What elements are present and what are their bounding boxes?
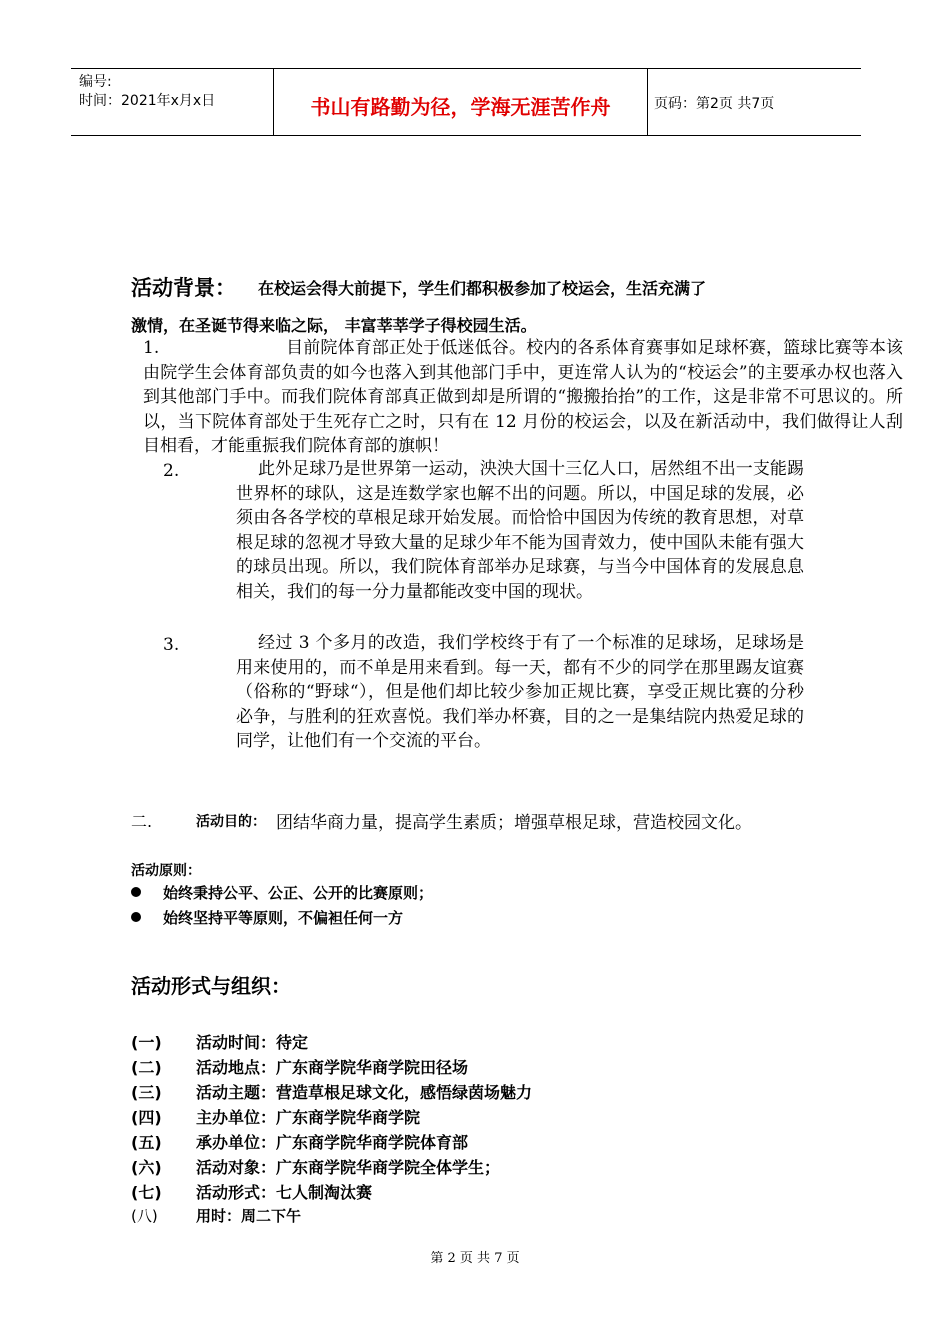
org-item-number: (五) [131, 1133, 162, 1152]
header-page-info: 页码：第2页 共7页 [654, 96, 775, 112]
goal-number: 二. [131, 812, 153, 831]
item-text: 目前院体育部正处于低迷低谷。校内的各系体育赛事如足球杯赛，篮球比赛等本该由院学生会体育部负责的如今也落入到其他部门手中，更连常人认为的“校运会”的主要承办权也落入到其他部门手中。而我们院体育部真正做到却是所谓的“搬搬抬抬”的工作，这是非常不可思议的。所以，当下院体育部处于生死存亡之时，只有在 12 月份的校运会，以及在新活动中，我们做得让人刮目相看，才能重振我们院体育部的旗帜！ [143, 338, 903, 456]
background-item-3-text: 经过 3 个多月的改造，我们学校终于有了一个标准的足球场，足球场是用来使用的，而不单是用来看到。每一天，都有不少的同学在那里踢友谊赛（俗称的“野球“），但是他们却比较少参加正规比赛，享受正规比赛的分秒必争，与胜利的狂欢喜悦。我们举办杯赛，目的之一是集结院内热爱足球的同学，让他们有一个交流的平台。 [236, 633, 804, 751]
organization-title: 活动形式与组织： [131, 974, 291, 998]
org-item-number: (六) [131, 1158, 162, 1177]
org-item-number: (一) [131, 1033, 162, 1052]
org-item-text: 活动对象：广东商学院华商学院全体学生； [196, 1158, 501, 1177]
org-item-text: 活动地点：广东商学院华商学院田径场 [196, 1058, 469, 1077]
org-item-number: (二) [131, 1058, 162, 1077]
header-date-line: 时间：2021年x月x日 [79, 93, 216, 109]
header-meta [79, 73, 273, 111]
org-item-text: 活动形式：七人制淘汰赛 [196, 1183, 373, 1202]
background-item-2-text: 此外足球乃是世界第一运动，泱泱大国十三亿人口，居然组不出一支能踢世界杯的球队，这是连数学家也解不出的问题。所以，中国足球的发展，必须由各各学校的草根足球开始发展。而恰恰中国因为传统的教育思想，对草根足球的忽视才导致大量的足球少年不能为国青效力，使中国队未能有强大的球员出现。所以，我们院体育部举办足球赛，与当今中国体育的发展息息相关，我们的每一分力量都能改变中国的现状。 [236, 459, 804, 602]
page-footer: 第 2 页 共 7 页 [430, 1251, 520, 1266]
item-number: 1. [143, 338, 160, 358]
background-title: 活动背景： [131, 276, 236, 300]
org-item-number: (八) [131, 1207, 158, 1225]
item-number: 3. [163, 635, 180, 655]
goal-label: 活动目的： [196, 814, 266, 830]
org-item-text: 活动时间：待定 [196, 1033, 309, 1052]
background-item-1 [143, 336, 903, 459]
principle-item: 始终坚持平等原则，不偏袒任何一方 [163, 909, 404, 927]
header-divider [647, 69, 648, 135]
org-item-number: (四) [131, 1108, 162, 1127]
principles-title: 活动原则： [131, 863, 201, 879]
org-item-text: 活动主题：营造草根足球文化，感悟绿茵场魅力 [196, 1083, 533, 1102]
header-motto: 书山有路勤为径，学海无涯苦作舟 [310, 95, 611, 119]
page-header [71, 68, 861, 136]
background-lead: 在校运会得大前提下，学生们都积极参加了校运会，生活充满了 [258, 279, 707, 298]
item-number: 2. [163, 461, 180, 481]
org-item-number: (七) [131, 1183, 162, 1202]
bullet-icon [131, 912, 141, 922]
org-item-text: 承办单位：广东商学院华商学院体育部 [196, 1133, 469, 1152]
org-item-text: 用时：周二下午 [196, 1207, 302, 1225]
bullet-icon [131, 887, 141, 897]
org-item-text: 主办单位：广东商学院华商学院 [196, 1108, 421, 1127]
goal-text: 团结华商力量，提高学生素质；增强草根足球，营造校园文化。 [276, 813, 752, 833]
header-number-label: 编号: [79, 74, 112, 90]
background-lead-continued: 激情，在圣诞节得来临之际， 丰富莘莘学子得校园生活。 [131, 316, 537, 335]
principle-item: 始终秉持公平、公正、公开的比赛原则； [163, 884, 434, 902]
org-item-number: (三) [131, 1083, 162, 1102]
